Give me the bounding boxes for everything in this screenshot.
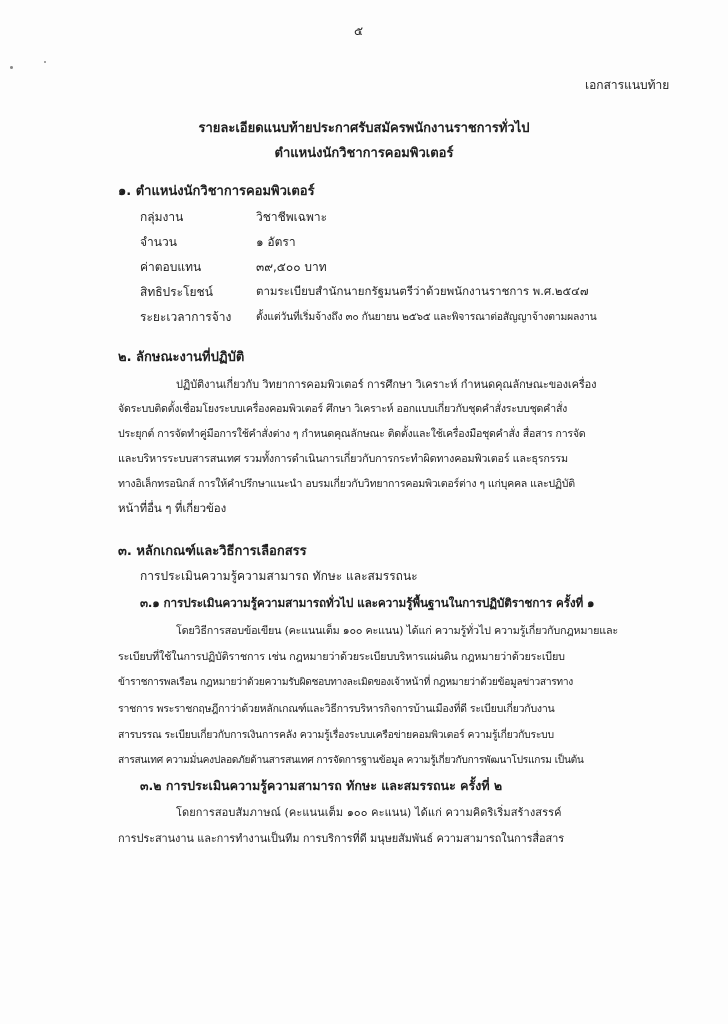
scan-speck [44,61,46,63]
paragraph-line: ราชการ พระราชกฤษฎีกาว่าด้วยหลักเกณฑ์และวิธีการบริหารกิจการบ้านเมืองที่ดี ระเบียบเกี่ยวกับงาน [118,703,555,715]
row-value: วิชาชีพเฉพาะ [256,210,328,224]
paragraph-line: ทางอิเล็กทรอนิกส์ การให้คำปรึกษาแนะนำ อบรมเกี่ยวกับวิทยาการคอมพิวเตอร์ต่าง ๆ แก่บุคคล และปฏิบัติ [118,478,575,490]
document-title: รายละเอียดแนบท้ายประกาศรับสมัครพนักงานราชการทั่วไป [198,121,530,136]
page-number: ๕ [354,24,364,38]
paragraph-line: สารบรรณ ระเบียบเกี่ยวกับการเงินการคลัง ความรู้เรื่องระบบเครือข่ายคอมพิวเตอร์ ความรู้เกี่ยวกับระบบ [118,729,554,741]
row-value: ตามระเบียบสำนักนายกรัฐมนตรีว่าด้วยพนักงานราชการ พ.ศ.๒๕๔๗ [256,284,589,298]
paragraph-line: ระเบียบที่ใช้ในการปฏิบัติราชการ เช่น กฎหมายว่าด้วยระเบียบบริหารแผ่นดิน กฎหมายว่าด้วยระเบียบ [118,650,565,663]
row-label: สิทธิประโยชน์ [140,285,213,299]
section3-intro: การประเมินความรู้ความสามารถ ทักษะ และสมรรถนะ [140,569,418,583]
row-label: จำนวน [140,235,177,249]
row-value: ตั้งแต่วันที่เริ่มจ้างถึง ๓๐ กันยายน ๒๕๖๕ และพิจารณาต่อสัญญาจ้างตามผลงาน [256,311,597,323]
subsection-heading: ๓.๑ การประเมินความรู้ความสามารถทั่วไป และความรู้พื้นฐานในการปฏิบัติราชการ ครั้งที่ ๑ [140,596,595,610]
section2-heading: ๒. ลักษณะงานที่ปฏิบัติ [118,350,245,365]
row-value: ๓๙,๕๐๐ บาท [256,260,327,274]
row-label: ค่าตอบแทน [140,260,202,274]
paragraph-line: สารสนเทศ ความมั่นคงปลอดภัยด้านสารสนเทศ การจัดการฐานข้อมูล ความรู้เกี่ยวกับการพัฒนาโปรแกรม เป็นต้น [118,755,584,766]
annex-label: เอกสารแนบท้าย [585,78,670,92]
paragraph-line: หน้าที่อื่น ๆ ที่เกี่ยวข้อง [118,501,227,515]
section1-heading: ๑. ตำแหน่งนักวิชาการคอมพิวเตอร์ [118,184,315,199]
paragraph-line: ปฏิบัติงานเกี่ยวกับ วิทยาการคอมพิวเตอร์ การศึกษา วิเคราะห์ กำหนดคุณลักษณะของเครื่อง [176,378,597,391]
paragraph-line: และบริหารระบบสารสนเทศ รวมทั้งการดำเนินการเกี่ยวกับการกระทำผิดทางคอมพิวเตอร์ และธุรกรรม [118,452,568,465]
row-label: กลุ่มงาน [140,210,184,224]
paragraph-line: ประยุกต์ การจัดทำคู่มือการใช้คำสั่งต่าง ๆ กำหนดคุณลักษณะ ติดตั้งและใช้เครื่องมือชุดคำสั่ง สื่อสาร การจัด [118,428,586,440]
paragraph-line: โดยวิธีการสอบข้อเขียน (คะแนนเต็ม ๑๐๐ คะแนน) ได้แก่ ความรู้ทั่วไป ความรู้เกี่ยวกับกฎหมายและ [176,624,619,637]
paragraph-line: ข้าราชการพลเรือน กฎหมายว่าด้วยความรับผิดชอบทางละเมิดของเจ้าหน้าที่ กฎหมายว่าด้วยข้อมูลข่าวสารทาง [118,677,573,688]
section3-heading: ๓. หลักเกณฑ์และวิธีการเลือกสรร [118,544,307,559]
subsection-heading: ๓.๒ การประเมินความรู้ความสามารถ ทักษะ และสมรรถนะ ครั้งที่ ๒ [140,778,503,793]
row-label: ระยะเวลาการจ้าง [140,310,232,324]
document-subtitle: ตำแหน่งนักวิชาการคอมพิวเตอร์ [274,146,454,161]
scan-speck [10,66,13,69]
row-value: ๑ อัตรา [256,235,296,249]
paragraph-line: จัดระบบติดตั้งเชื่อมโยงระบบเครื่องคอมพิวเตอร์ ศึกษา วิเคราะห์ ออกแบบเกี่ยวกับชุดคำสั่งระบบชุดคำสั่ง [118,403,568,415]
paragraph-line: โดยการสอบสัมภาษณ์ (คะแนนเต็ม ๑๐๐ คะแนน) ได้แก่ ความคิดริเริ่มสร้างสรรค์ [176,806,562,819]
paragraph-line: การประสานงาน และการทำงานเป็นทีม การบริการที่ดี มนุษยสัมพันธ์ ความสามารถในการสื่อสาร [118,832,565,845]
